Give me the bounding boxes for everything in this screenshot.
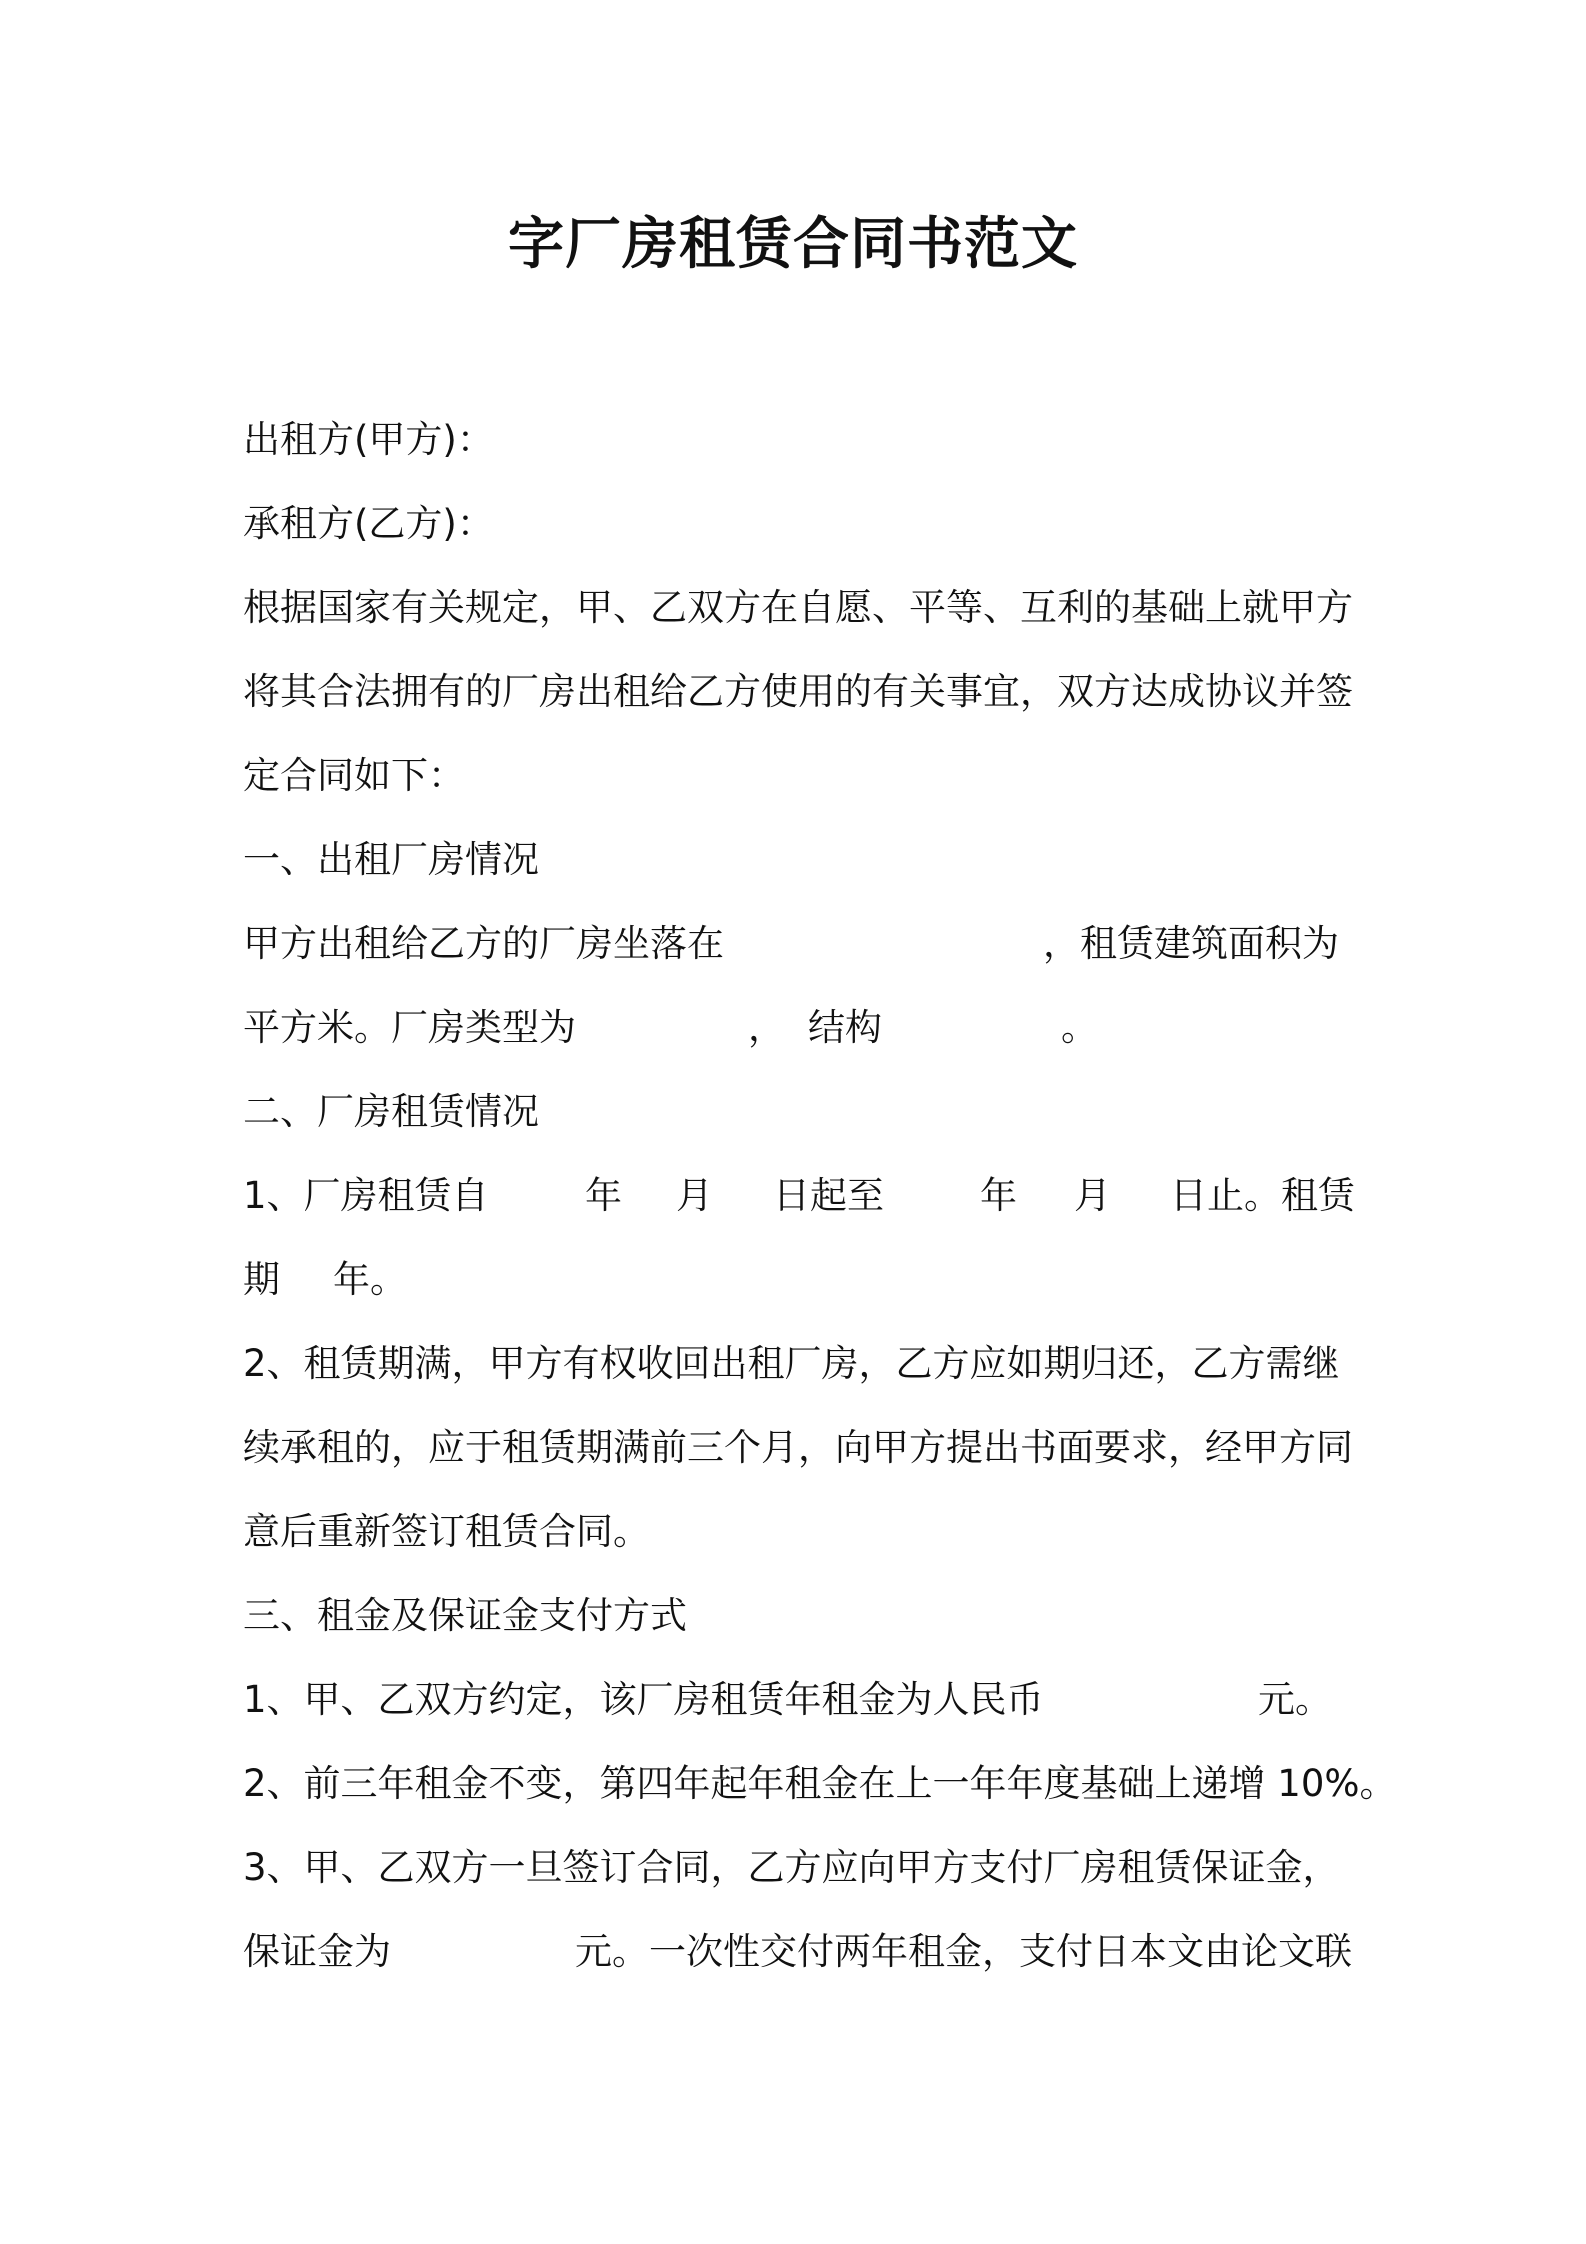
lessee-line: 承租方(乙方)： xyxy=(243,502,494,545)
intro-line-2: 将其合法拥有的厂房出租给乙方使用的有关事宜，双方达成协议并签 xyxy=(243,670,1353,713)
rent-increase-line: 2、前三年租金不变，第四年起年租金在上一年年度基础上递增 10%。 xyxy=(243,1762,1397,1805)
deposit-payment-text: 元。一次性交付两年租金，支付日本文由论文联 xyxy=(575,1930,1352,1973)
lease-term-line-1 xyxy=(243,1154,1355,1238)
type-text: 平方米。厂房类型为 xyxy=(243,1006,576,1049)
intro-line-3: 定合同如下： xyxy=(243,754,465,797)
rent-amount-line xyxy=(243,1658,1355,1742)
section-3-heading: 三、租金及保证金支付方式 xyxy=(243,1594,687,1637)
lease-term-line-2 xyxy=(243,1238,1355,1322)
from-day-text: 日起至 xyxy=(773,1174,884,1217)
area-text: ，租赁建筑面积为 xyxy=(1043,922,1339,965)
section-1-heading: 一、出租厂房情况 xyxy=(243,838,539,881)
term-text: 期 xyxy=(243,1258,280,1301)
location-text: 甲方出租给乙方的厂房坐落在 xyxy=(243,922,724,965)
document-title: 字厂房租赁合同书范文 xyxy=(508,212,1078,277)
structure-period: 。 xyxy=(1061,1006,1098,1049)
section-1-location-line xyxy=(243,902,1355,986)
renewal-line-3: 意后重新签订租赁合同。 xyxy=(243,1510,650,1553)
from-month-text: 月 xyxy=(676,1174,713,1217)
intro-line-1: 根据国家有关规定，甲、乙双方在自愿、平等、互利的基础上就甲方 xyxy=(243,586,1353,629)
structure-text: 结构 xyxy=(808,1006,882,1049)
renewal-line-1: 2、租赁期满，甲方有权收回出租厂房，乙方应如期归还，乙方需继 xyxy=(243,1342,1340,1385)
deposit-line-1: 3、甲、乙双方一旦签订合同，乙方应向甲方支付厂房租赁保证金， xyxy=(243,1846,1340,1889)
rent-unit-text: 元。 xyxy=(1258,1678,1332,1721)
lease-from-text: 1、厂房租赁自 xyxy=(243,1174,489,1217)
lessor-line: 出租方(甲方)： xyxy=(243,418,494,461)
rent-amount-text: 1、甲、乙双方约定，该厂房租赁年租金为人民币 xyxy=(243,1678,1044,1721)
section-1-type-line xyxy=(243,986,1355,1070)
type-comma: ， xyxy=(748,1006,785,1049)
to-year-text: 年 xyxy=(980,1174,1017,1217)
to-month-text: 月 xyxy=(1074,1174,1111,1217)
from-year-text: 年 xyxy=(585,1174,622,1217)
section-2-heading: 二、厂房租赁情况 xyxy=(243,1090,539,1133)
deposit-line-2 xyxy=(243,1910,1355,1994)
deposit-text: 保证金为 xyxy=(243,1930,391,1973)
to-day-text: 日止。租赁 xyxy=(1170,1174,1355,1217)
term-years-text: 年。 xyxy=(333,1258,407,1301)
renewal-line-2: 续承租的，应于租赁期满前三个月，向甲方提出书面要求，经甲方同 xyxy=(243,1426,1353,1469)
